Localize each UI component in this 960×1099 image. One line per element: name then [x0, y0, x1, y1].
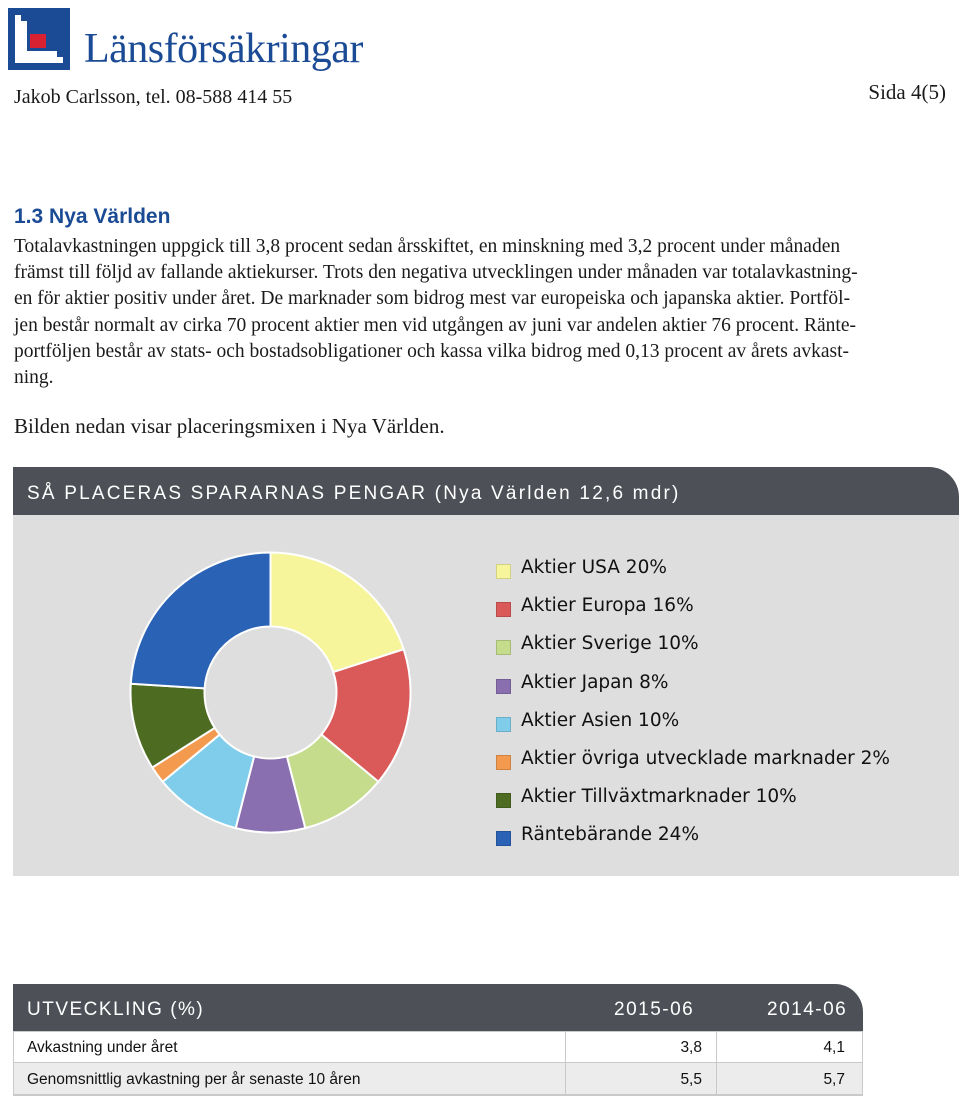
- body-paragraph: [14, 234, 948, 391]
- legend-label: Aktier Tillväxtmarknader 10%: [521, 786, 797, 808]
- development-table-body: [13, 1031, 863, 1095]
- table-row: [13, 1031, 863, 1063]
- legend-swatch: [496, 640, 511, 655]
- legend-swatch: [496, 717, 511, 732]
- allocation-donut-chart: [118, 540, 423, 845]
- legend-label: Räntebärande 24%: [521, 824, 700, 846]
- legend-label: Aktier Sverige 10%: [521, 633, 699, 655]
- legend-swatch: [496, 755, 511, 770]
- paragraph-line: portföljen består av stats- och bostadsobligationer och kassa vilka bidrog med 0,13 procent av årets avkast-: [14, 340, 850, 362]
- placement-panel-title: SÅ PLACERAS SPARARNAS PENGAR (Nya Världen 12,6 mdr): [27, 483, 681, 504]
- row-value-2014: 4,1: [823, 1039, 845, 1056]
- table-row: [13, 1063, 863, 1095]
- row-value-2014: 5,7: [823, 1071, 845, 1088]
- placement-panel-header: [13, 467, 959, 515]
- legend-swatch: [496, 564, 511, 579]
- donut-slice-7: [131, 553, 271, 689]
- row-label: Genomsnittlig avkastning per år senaste 10 åren: [27, 1071, 361, 1088]
- page-number: Sida 4(5): [868, 80, 946, 104]
- legend-label: Aktier USA 20%: [521, 557, 667, 578]
- legend-label: Aktier Asien 10%: [521, 709, 680, 731]
- legend-label: Aktier övriga utvecklade marknader 2%: [521, 748, 890, 769]
- section-title: 1.3 Nya Världen: [14, 205, 171, 228]
- legend-swatch: [496, 679, 511, 694]
- row-label: Avkastning under året: [27, 1039, 178, 1056]
- legend-label: Aktier Japan 8%: [521, 671, 669, 693]
- contact-line: Jakob Carlsson, tel. 08-588 414 55: [14, 86, 293, 108]
- development-table-title: UTVECKLING (%): [27, 999, 205, 1020]
- paragraph-line: en för aktier positiv under året. De marknader som bidrog mest var europeiska och japanska aktier. Portföl-: [14, 288, 851, 310]
- column-header-2015-06: 2015-06: [614, 999, 695, 1020]
- row-value-2015: 5,5: [680, 1071, 702, 1088]
- paragraph-line: ning.: [14, 367, 54, 389]
- brand-name: Länsförsäkringar: [84, 26, 363, 72]
- row-value-2015: 3,8: [680, 1039, 702, 1056]
- development-table-header: [13, 984, 863, 1031]
- legend-label: Aktier Europa 16%: [521, 595, 694, 617]
- paragraph-line: främst till följd av fallande aktiekurser. Trots den negativa utvecklingen under månaden var totalavkastning-: [14, 262, 858, 284]
- legend-swatch: [496, 831, 511, 846]
- paragraph-line: jen består normalt av cirka 70 procent aktier men vid utgången av juni var andelen aktier 76 procent. Ränte-: [14, 314, 856, 336]
- brand-logo-icon: [8, 8, 70, 70]
- donut-slice-0: [271, 553, 404, 673]
- legend-swatch: [496, 602, 511, 617]
- chart-caption: Bilden nedan visar placeringsmixen i Nya Världen.: [14, 414, 445, 438]
- column-header-2014-06: 2014-06: [767, 999, 848, 1020]
- legend-swatch: [496, 793, 511, 808]
- paragraph-line: Totalavkastningen uppgick till 3,8 procent sedan årsskiftet, en minskning med 3,2 procent under månaden: [14, 236, 841, 257]
